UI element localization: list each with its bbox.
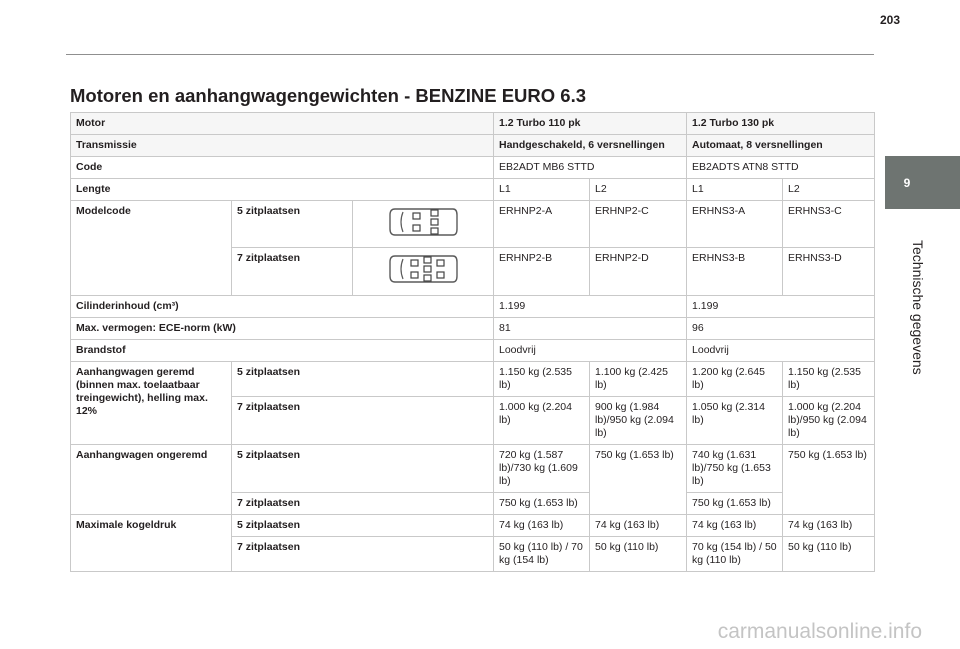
cell: Automaat, 8 versnellingen: [687, 135, 875, 157]
row-label-vermogen: Max. vermogen: ECE-norm (kW): [71, 318, 494, 340]
seat-label: 7 zitplaatsen: [232, 397, 494, 445]
cell: 1.150 kg (2.535 lb): [783, 362, 875, 397]
cell: 750 kg (1.653 lb): [687, 493, 783, 515]
cell: 74 kg (163 lb): [494, 515, 590, 537]
cell: ERHNP2-C: [590, 201, 687, 248]
cell: EB2ADTS ATN8 STTD: [687, 157, 875, 179]
cell: 81: [494, 318, 687, 340]
row-label-code: Code: [71, 157, 494, 179]
cell: 1.050 kg (2.314 lb): [687, 397, 783, 445]
cell: 50 kg (110 lb) / 70 kg (154 lb): [494, 537, 590, 572]
row-label-kogeldruk: Maximale kogeldruk: [71, 515, 232, 572]
cell: 740 kg (1.631 lb)/750 kg (1.653 lb): [687, 445, 783, 493]
seat-label: 5 zitplaatsen: [232, 201, 353, 248]
row-label-lengte: Lengte: [71, 179, 494, 201]
watermark: carmanualsonline.info: [717, 620, 922, 643]
cell: 1.2 Turbo 130 pk: [687, 113, 875, 135]
seat-diagram-cell: [353, 201, 494, 248]
cell: 750 kg (1.653 lb): [783, 445, 875, 515]
cell: 1.000 kg (2.204 lb)/950 kg (2.094 lb): [783, 397, 875, 445]
table-row: [71, 296, 875, 318]
cell: Handgeschakeld, 6 versnellingen: [494, 135, 687, 157]
cell: 1.150 kg (2.535 lb): [494, 362, 590, 397]
cell: ERHNS3-B: [687, 248, 783, 296]
table-row: [71, 113, 875, 135]
cell: 900 kg (1.984 lb)/950 kg (2.094 lb): [590, 397, 687, 445]
five-seat-van-icon: [387, 203, 459, 241]
cell: 750 kg (1.653 lb): [590, 445, 687, 515]
cell: 74 kg (163 lb): [590, 515, 687, 537]
cell: L1: [494, 179, 590, 201]
cell: L1: [687, 179, 783, 201]
cell: L2: [590, 179, 687, 201]
cell: 1.2 Turbo 110 pk: [494, 113, 687, 135]
cell: ERHNS3-D: [783, 248, 875, 296]
page-number: 203: [879, 13, 900, 27]
table-row: [71, 340, 875, 362]
cell: 74 kg (163 lb): [687, 515, 783, 537]
header-divider: [66, 54, 874, 55]
table-row: [71, 135, 875, 157]
table-row: [71, 157, 875, 179]
table-row: [71, 179, 875, 201]
chapter-label: Technische gegevens: [910, 240, 926, 375]
cell: 1.100 kg (2.425 lb): [590, 362, 687, 397]
cell: Loodvrij: [494, 340, 687, 362]
table-row: [71, 362, 875, 397]
row-label-ongeremd: Aanhangwagen ongeremd: [71, 445, 232, 515]
row-label-geremd: Aanhangwagen geremd (binnen max. toelaatbaar treingewicht), helling max. 12%: [71, 362, 232, 445]
cell: 1.000 kg (2.204 lb): [494, 397, 590, 445]
cell: 1.199: [494, 296, 687, 318]
seat-label: 5 zitplaatsen: [232, 515, 494, 537]
cell: 1.199: [687, 296, 875, 318]
page-title: Motoren en aanhangwagengewichten - BENZINE EURO 6.3: [70, 85, 587, 106]
row-label-brandstof: Brandstof: [71, 340, 494, 362]
table-row: [71, 515, 875, 537]
chapter-number: 9: [903, 176, 911, 190]
table-row: [71, 445, 875, 493]
cell: Loodvrij: [687, 340, 875, 362]
cell: ERHNS3-A: [687, 201, 783, 248]
seat-label: 5 zitplaatsen: [232, 445, 494, 493]
seat-label: 5 zitplaatsen: [232, 362, 494, 397]
cell: ERHNP2-B: [494, 248, 590, 296]
seat-label: 7 zitplaatsen: [232, 493, 494, 515]
cell: 1.200 kg (2.645 lb): [687, 362, 783, 397]
cell: ERHNS3-C: [783, 201, 875, 248]
seat-diagram-cell: [353, 248, 494, 296]
cell: 720 kg (1.587 lb)/730 kg (1.609 lb): [494, 445, 590, 493]
seven-seat-van-icon: [387, 250, 459, 288]
engine-spec-table: [70, 112, 875, 572]
cell: 50 kg (110 lb): [590, 537, 687, 572]
cell: 96: [687, 318, 875, 340]
cell: ERHNP2-D: [590, 248, 687, 296]
cell: 50 kg (110 lb): [783, 537, 875, 572]
row-label-cilinder: Cilinderinhoud (cm³): [71, 296, 494, 318]
cell: 74 kg (163 lb): [783, 515, 875, 537]
seat-label: 7 zitplaatsen: [232, 248, 353, 296]
cell: 70 kg (154 lb) / 50 kg (110 lb): [687, 537, 783, 572]
table-row: [71, 201, 875, 248]
row-label-transmissie: Transmissie: [71, 135, 494, 157]
cell: EB2ADT MB6 STTD: [494, 157, 687, 179]
seat-label: 7 zitplaatsen: [232, 537, 494, 572]
row-label-motor: Motor: [71, 113, 494, 135]
cell: ERHNP2-A: [494, 201, 590, 248]
table-row: [71, 318, 875, 340]
cell: 750 kg (1.653 lb): [494, 493, 590, 515]
row-label-modelcode: Modelcode: [71, 201, 232, 296]
cell: L2: [783, 179, 875, 201]
